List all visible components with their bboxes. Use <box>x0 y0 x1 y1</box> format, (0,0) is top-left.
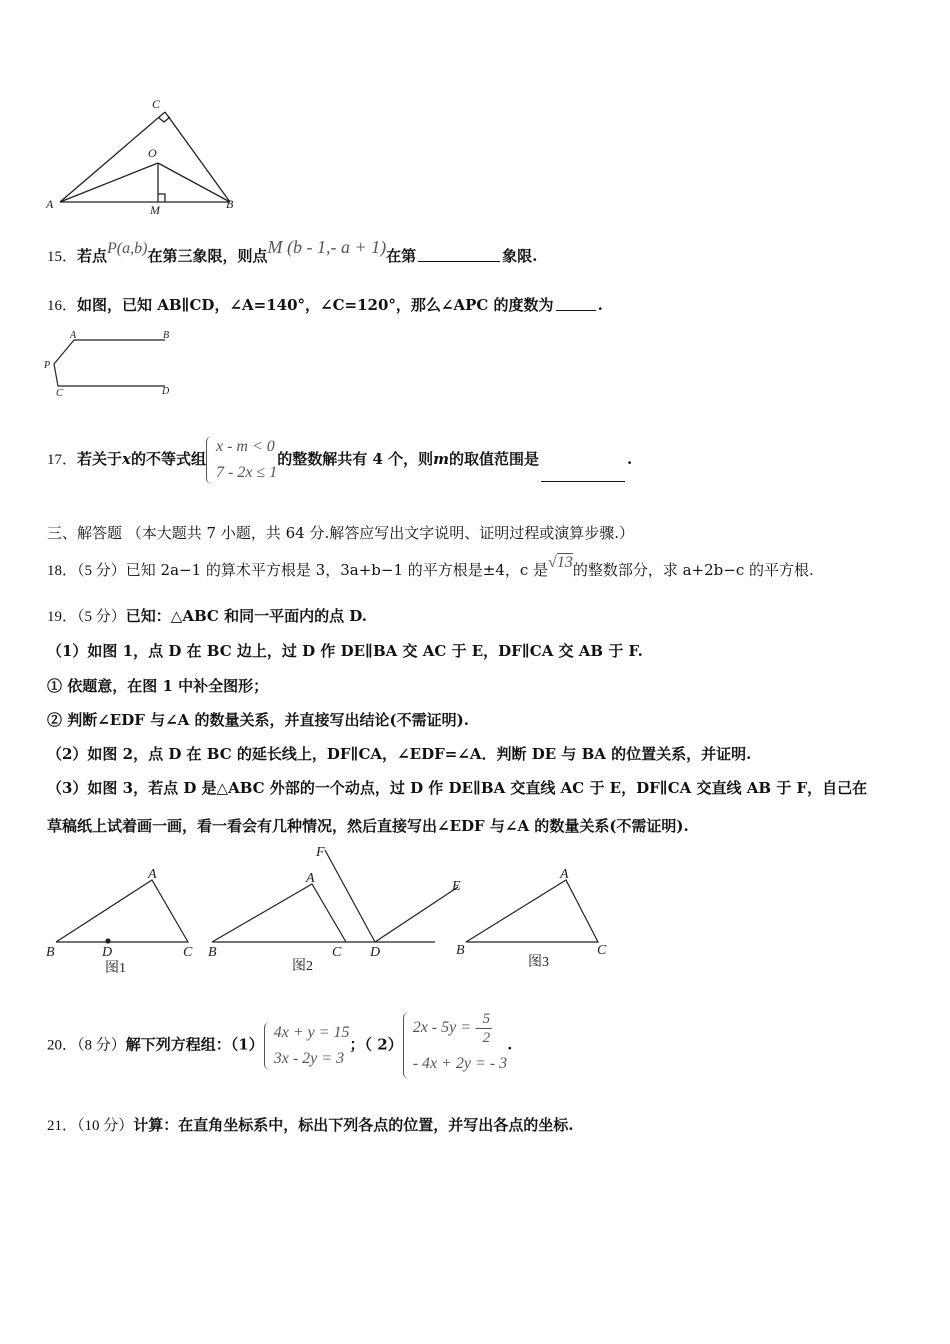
label-p: P <box>44 360 51 371</box>
q19-figures <box>40 840 620 980</box>
fig3-caption: 图3 <box>528 955 549 970</box>
fig2-label-d: D <box>370 945 381 960</box>
answer-blank-15[interactable] <box>418 260 500 262</box>
label-b: B <box>226 197 234 211</box>
label-o: O <box>148 146 157 160</box>
label-a: A <box>46 197 54 211</box>
answer-blank-17[interactable] <box>541 480 625 482</box>
fig1-label-a: A <box>148 867 157 882</box>
label-m: M <box>150 203 160 217</box>
q19-part3-cont: 草稿纸上试着画一画，看一看会有几种情况，然后直接写出∠EDF 与∠A 的数量关系(不需证明). <box>47 817 689 835</box>
parallel-lines-figure <box>40 326 190 402</box>
equation-system-2: 2x - 5y = - $\frac{5}{2}$ - 4x + 2y = - 3 <box>403 1010 507 1081</box>
q19-part2: （2）如图 2，点 D 在 BC 的延长线上，DF∥CA，∠EDF=∠A．判断 DE 与 BA 的位置关系，并证明. <box>47 745 752 763</box>
fig1-caption: 图1 <box>105 961 126 976</box>
label-c: C <box>152 97 161 111</box>
q19-part1-step2: ② 判断∠EDF 与∠A 的数量关系，并直接写出结论(不需证明). <box>47 711 469 729</box>
fig3-label-a: A <box>560 867 569 882</box>
q19-part3: （3）如图 3，若点 D 是△ABC 外部的一个动点，过 D 作 DE∥BA 交直线 AC 于 E，DF∥CA 交直线 AB 于 F，自己在 <box>47 779 868 797</box>
point-d-dot <box>105 938 110 943</box>
fig3-label-c: C <box>597 943 607 958</box>
fig1-label-d: D <box>102 945 113 960</box>
question-16: 16．如图，已知 AB∥CD，∠A=140°，∠C=120°，那么∠APC 的度数为 . <box>47 296 603 314</box>
question-19: 19．（5 分）已知：△ABC 和同一平面内的点 D. <box>47 607 367 625</box>
answer-blank-16[interactable] <box>556 309 596 311</box>
question-15: 15．若点P(a,b)在第三象限，则点M (b - 1,- a + 1)在第 象限. <box>47 237 538 265</box>
inequality-system: x - m < 0 7 - 2x ≤ 1 <box>206 434 277 486</box>
label-a: A <box>70 330 77 341</box>
question-20: 20．（8 分）解下列方程组：（1） 4x + y = 15 3x - 2y = 3；（ 2） 2x - 5y = - $\frac{5}{2}$ - 4x + 2y = - 3. <box>47 1010 512 1081</box>
fig2-label-a: A <box>306 871 315 886</box>
q19-part1: （1）如图 1，点 D 在 BC 边上，过 D 作 DE∥BA 交 AC 于 E，DF∥CA 交 AB 于 F. <box>47 642 643 660</box>
fig2-label-b: B <box>208 945 217 960</box>
fig1-label-b: B <box>46 945 55 960</box>
question-21: 21．（10 分）计算：在直角坐标系中，标出下列各点的位置，并写出各点的坐标. <box>47 1116 574 1134</box>
question-18: 18．（5 分）已知 2a−1 的算术平方根是 3，3a+b−1 的平方根是±4，c 是√13的整数部分，求 a+2b−c 的平方根. <box>47 554 814 579</box>
fig3-label-b: B <box>456 943 465 958</box>
fig2-label-c: C <box>332 945 342 960</box>
fig2-label-f: F <box>316 845 325 860</box>
equation-system-1: 4x + y = 15 3x - 2y = 3 <box>264 1020 350 1072</box>
label-d: D <box>162 386 170 397</box>
fig2-label-e: E <box>452 879 461 894</box>
q19-part1-step1: ① 依题意，在图 1 中补全图形； <box>47 677 269 695</box>
question-17: 17．若关于x的不等式组 x - m < 0 7 - 2x ≤ 1的整数解共有 4 个，则m的取值范围是 . <box>47 434 632 486</box>
fig1-label-c: C <box>183 945 193 960</box>
section-heading: 三、解答题 （本大题共 7 小题，共 64 分.解答应写出文字说明、证明过程或演算步骤.） <box>47 524 635 542</box>
label-b: B <box>163 330 170 341</box>
triangle-abc-figure <box>40 90 250 220</box>
label-c: C <box>56 388 63 399</box>
fig2-caption: 图2 <box>292 959 313 974</box>
